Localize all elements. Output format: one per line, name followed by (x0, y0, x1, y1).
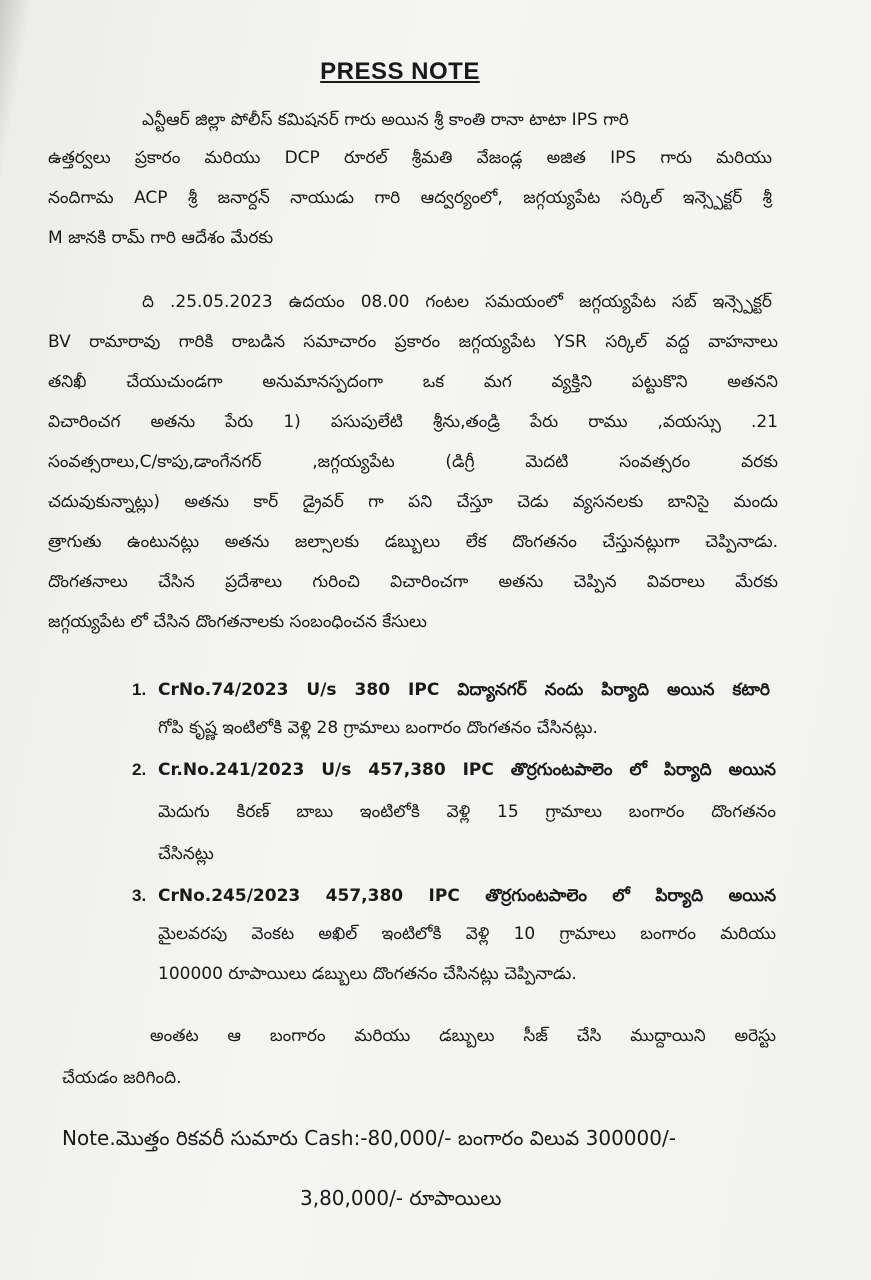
para2-line-2: BV రామారావు గారికి రాబడిన సమాచారం ప్రకారం జగ్గయ్యపేట YSR సర్కిల్ వద్ద వాహనాలు (48, 332, 778, 352)
para2-line-9: జగ్గయ్యపేట లో చేసిన దొంగతనాలకు సంబంధించన కేసులు (48, 612, 427, 632)
para2-line-4: విచారించగ అతను పేరు 1) పసుపులేటి శ్రీను,తండ్రి పేరు రాము ,వయస్సు .21 (48, 412, 778, 432)
case-3-number: 3. (132, 886, 147, 905)
case-3-line-1: CrNo.245/2023 457,380 IPC తొర్రగుంటపాలెం లో పిర్యాది అయిన (158, 886, 776, 906)
para2-line-6: చదువుకున్నాట్లు) అతను కార్ డ్రైవర్ గా పని చేస్తూ చెడు వ్యసనలకు బానిసై మందు (48, 492, 778, 512)
para1-line-4: M జానకి రామ్ గారి ఆదేశం మేరకు (48, 228, 274, 248)
para2-line-8: దొంగతనాలు చేసిన ప్రదేశాలు గురించి విచారించగా అతను చెప్పిన వివరాలు మేరకు (48, 572, 778, 592)
closing-line-1: అంతట ఆ బంగారం మరియు డబ్బులు సీజ్ చేసి ముద్దాయిని అరెస్టు (150, 1026, 776, 1046)
para1-line-2: ఉత్తర్వలు ప్రకారం మరియు DCP రూరల్ శ్రీమతి వేజండ్ల అజిత IPS గారు మరియు (48, 148, 772, 168)
para2-line-7: త్రాగుతు ఉంటునట్లు అతను జల్సాలకు డబ్బులు లేక దొంగతనం చేస్తునట్లుగా చెప్పినాడు. (48, 532, 778, 552)
case-3-line-3: 100000 రూపాయిలు డబ్బులు దొంగతనం చేసినట్లు చెప్పినాడు. (158, 964, 577, 984)
para1-line-1: ఎన్టీఆర్ జిల్లా పోలీస్ కమిషనర్ గారు అయిన శ్రీ కాంతి రానా టాటా IPS గారి (142, 110, 629, 130)
recovery-total: 3,80,000/- రూపాయిలు (300, 1186, 502, 1210)
case-3-line-2: మైలవరపు వెంకట అఖిల్ ఇంటిలోకి వెళ్లి 10 గ్రామాలు బంగారం మరియు (158, 924, 776, 944)
para2-line-3: తనిఖీ చేయుచుండగా అనుమానస్పదంగా ఒక మగ వ్యక్తిని పట్టుకొని అతనని (48, 372, 778, 392)
case-2-number: 2. (132, 760, 147, 779)
para2-line-5: సంవత్సరాలు,C/కాపు,డాంగేనగర్ ,జగ్గయ్యపేట (డిగ్రీ మెదటి సంవత్సరం వరకు (48, 452, 778, 472)
case-1-number: 1. (132, 680, 147, 699)
para1-line-3: నందిగామ ACP శ్రీ జనార్దన్ నాయుడు గారి ఆద్వర్యంలో, జగ్గయ్యపేట సర్కిల్ ఇన్స్పెక్టర్ శ్రీ (48, 188, 772, 208)
case-1-line-1: CrNo.74/2023 U/s 380 IPC విద్యానగర్ నందు పిర్యాది అయిన కటారి (158, 680, 770, 700)
closing-line-2: చేయడం జరిగింది. (62, 1068, 182, 1088)
case-2-line-1: Cr.No.241/2023 U/s 457,380 IPC తొర్రగుంటపాలెం లో పిర్యాది అయిన (158, 760, 776, 780)
recovery-note: Note.మొత్తం రికవరీ సుమారు Cash:-80,000/- బంగారం విలువ 300000/- (62, 1126, 676, 1150)
para2-line-1: ది .25.05.2023 ఉదయం 08.00 గంటల సమయంలో జగ్గయ్యపేట సబ్ ఇన్స్పెక్టర్ (142, 292, 772, 312)
case-2-line-3: చేసినట్లు (158, 844, 214, 864)
page-title: PRESS NOTE (320, 58, 480, 85)
case-2-line-2: మెదుగు కిరణ్ బాబు ఇంటిలోకి వెళ్లి 15 గ్రామాలు బంగారం దొంగతనం (158, 802, 776, 822)
case-1-line-2: గోపి కృష్ణ ఇంటిలోకి వెళ్లి 28 గ్రామాలు బంగారం దొంగతనం చేసినట్లు. (158, 718, 598, 738)
